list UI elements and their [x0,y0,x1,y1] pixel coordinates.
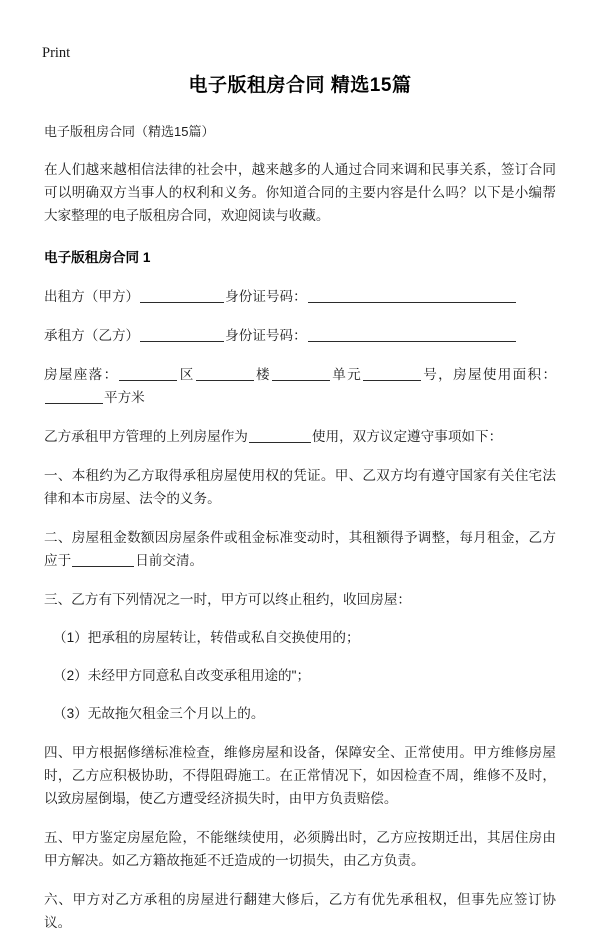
clause-6: 六、甲方对乙方承租的房屋进行翻建大修后，乙方有优先承租权，但事先应签订协议。 [44,892,556,930]
number-blank[interactable] [363,366,421,381]
clause-1: 一、本租约为乙方取得承租房屋使用权的凭证。甲、乙双方均有遵守国家有关住宅法律和本市房屋、法令的义务。 [44,468,556,506]
clause-3-item-1: （1）把承租的房屋转让，转借或私自交换使用的； [53,630,360,645]
clause-2-prefix: 二、房屋租金数额因房屋条件或租金标准变动时，其租额得予调整，每月租金，乙方应于 [44,530,556,568]
district-unit: 区 [178,367,195,382]
page-title: 电子版租房合同 精选15篇 [188,75,412,96]
lessee-id-label: 身份证号码： [225,328,307,343]
lessor-id-label: 身份证号码： [225,289,307,304]
purpose-prefix: 乙方承租甲方管理的上列房屋作为 [44,429,248,444]
lessee-name-blank[interactable] [140,327,224,342]
lessor-label: 出租方（甲方） [44,289,140,304]
clause-3-item-2: （2）未经甲方同意私自改变承租用途的"； [53,668,311,683]
area-unit: 平方米 [104,390,145,405]
number-unit: 号，房屋使用面积： [421,367,557,382]
location-label: 房屋座落： [44,367,119,382]
lessee-label: 承租方（乙方） [44,328,140,343]
building-blank[interactable] [196,366,254,381]
print-button[interactable]: Print [42,45,71,61]
purpose-row [44,425,556,448]
property-location-row [44,363,556,409]
building-unit: 楼 [254,367,271,382]
clause-5: 五、甲方鉴定房屋危险，不能继续使用，必须腾出时，乙方应按期迁出，其居住房由甲方解决。如乙方籍故拖延不迁造成的一切损失，由乙方负责。 [44,830,556,868]
section-heading: 电子版租房合同 1 [44,250,151,265]
unit-blank[interactable] [272,366,330,381]
area-blank[interactable] [45,389,103,404]
purpose-blank[interactable] [249,428,311,443]
clause-4: 四、甲方根据修缮标准检查，维修房屋和设备，保障安全、正常使用。甲方维修房屋时，乙方应积极协助，不得阻碍施工。在正常情况下，如因检查不周，维修不及时，以致房屋倒塌，使乙方遭受经济损失时，由甲方负责赔偿。 [44,745,556,806]
document-subtitle: 电子版租房合同（精选15篇） [44,124,215,139]
lessee-id-blank[interactable] [308,327,516,342]
clause-2 [44,526,556,572]
clause-3: 三、乙方有下列情况之一时，甲方可以终止租约，收回房屋： [44,592,412,607]
document-body [44,72,556,934]
purpose-suffix: 使用，双方议定遵守事项如下： [311,429,503,444]
clause-2-suffix: 日前交清。 [135,553,204,568]
district-blank[interactable] [119,366,177,381]
clause-3-item-3: （3）无故拖欠租金三个月以上的。 [53,706,265,721]
lessee-row [44,324,556,347]
lessor-name-blank[interactable] [140,288,224,303]
lessor-row [44,285,556,308]
payment-date-blank[interactable] [72,552,134,567]
intro-paragraph: 在人们越来越相信法律的社会中，越来越多的人通过合同来调和民事关系，签订合同可以明确双方当事人的权利和义务。你知道合同的主要内容是什么吗？以下是小编帮大家整理的电子版租房合同，欢迎阅读与收藏。 [44,162,556,223]
lessor-id-blank[interactable] [308,288,516,303]
unit-unit: 单元 [330,367,362,382]
